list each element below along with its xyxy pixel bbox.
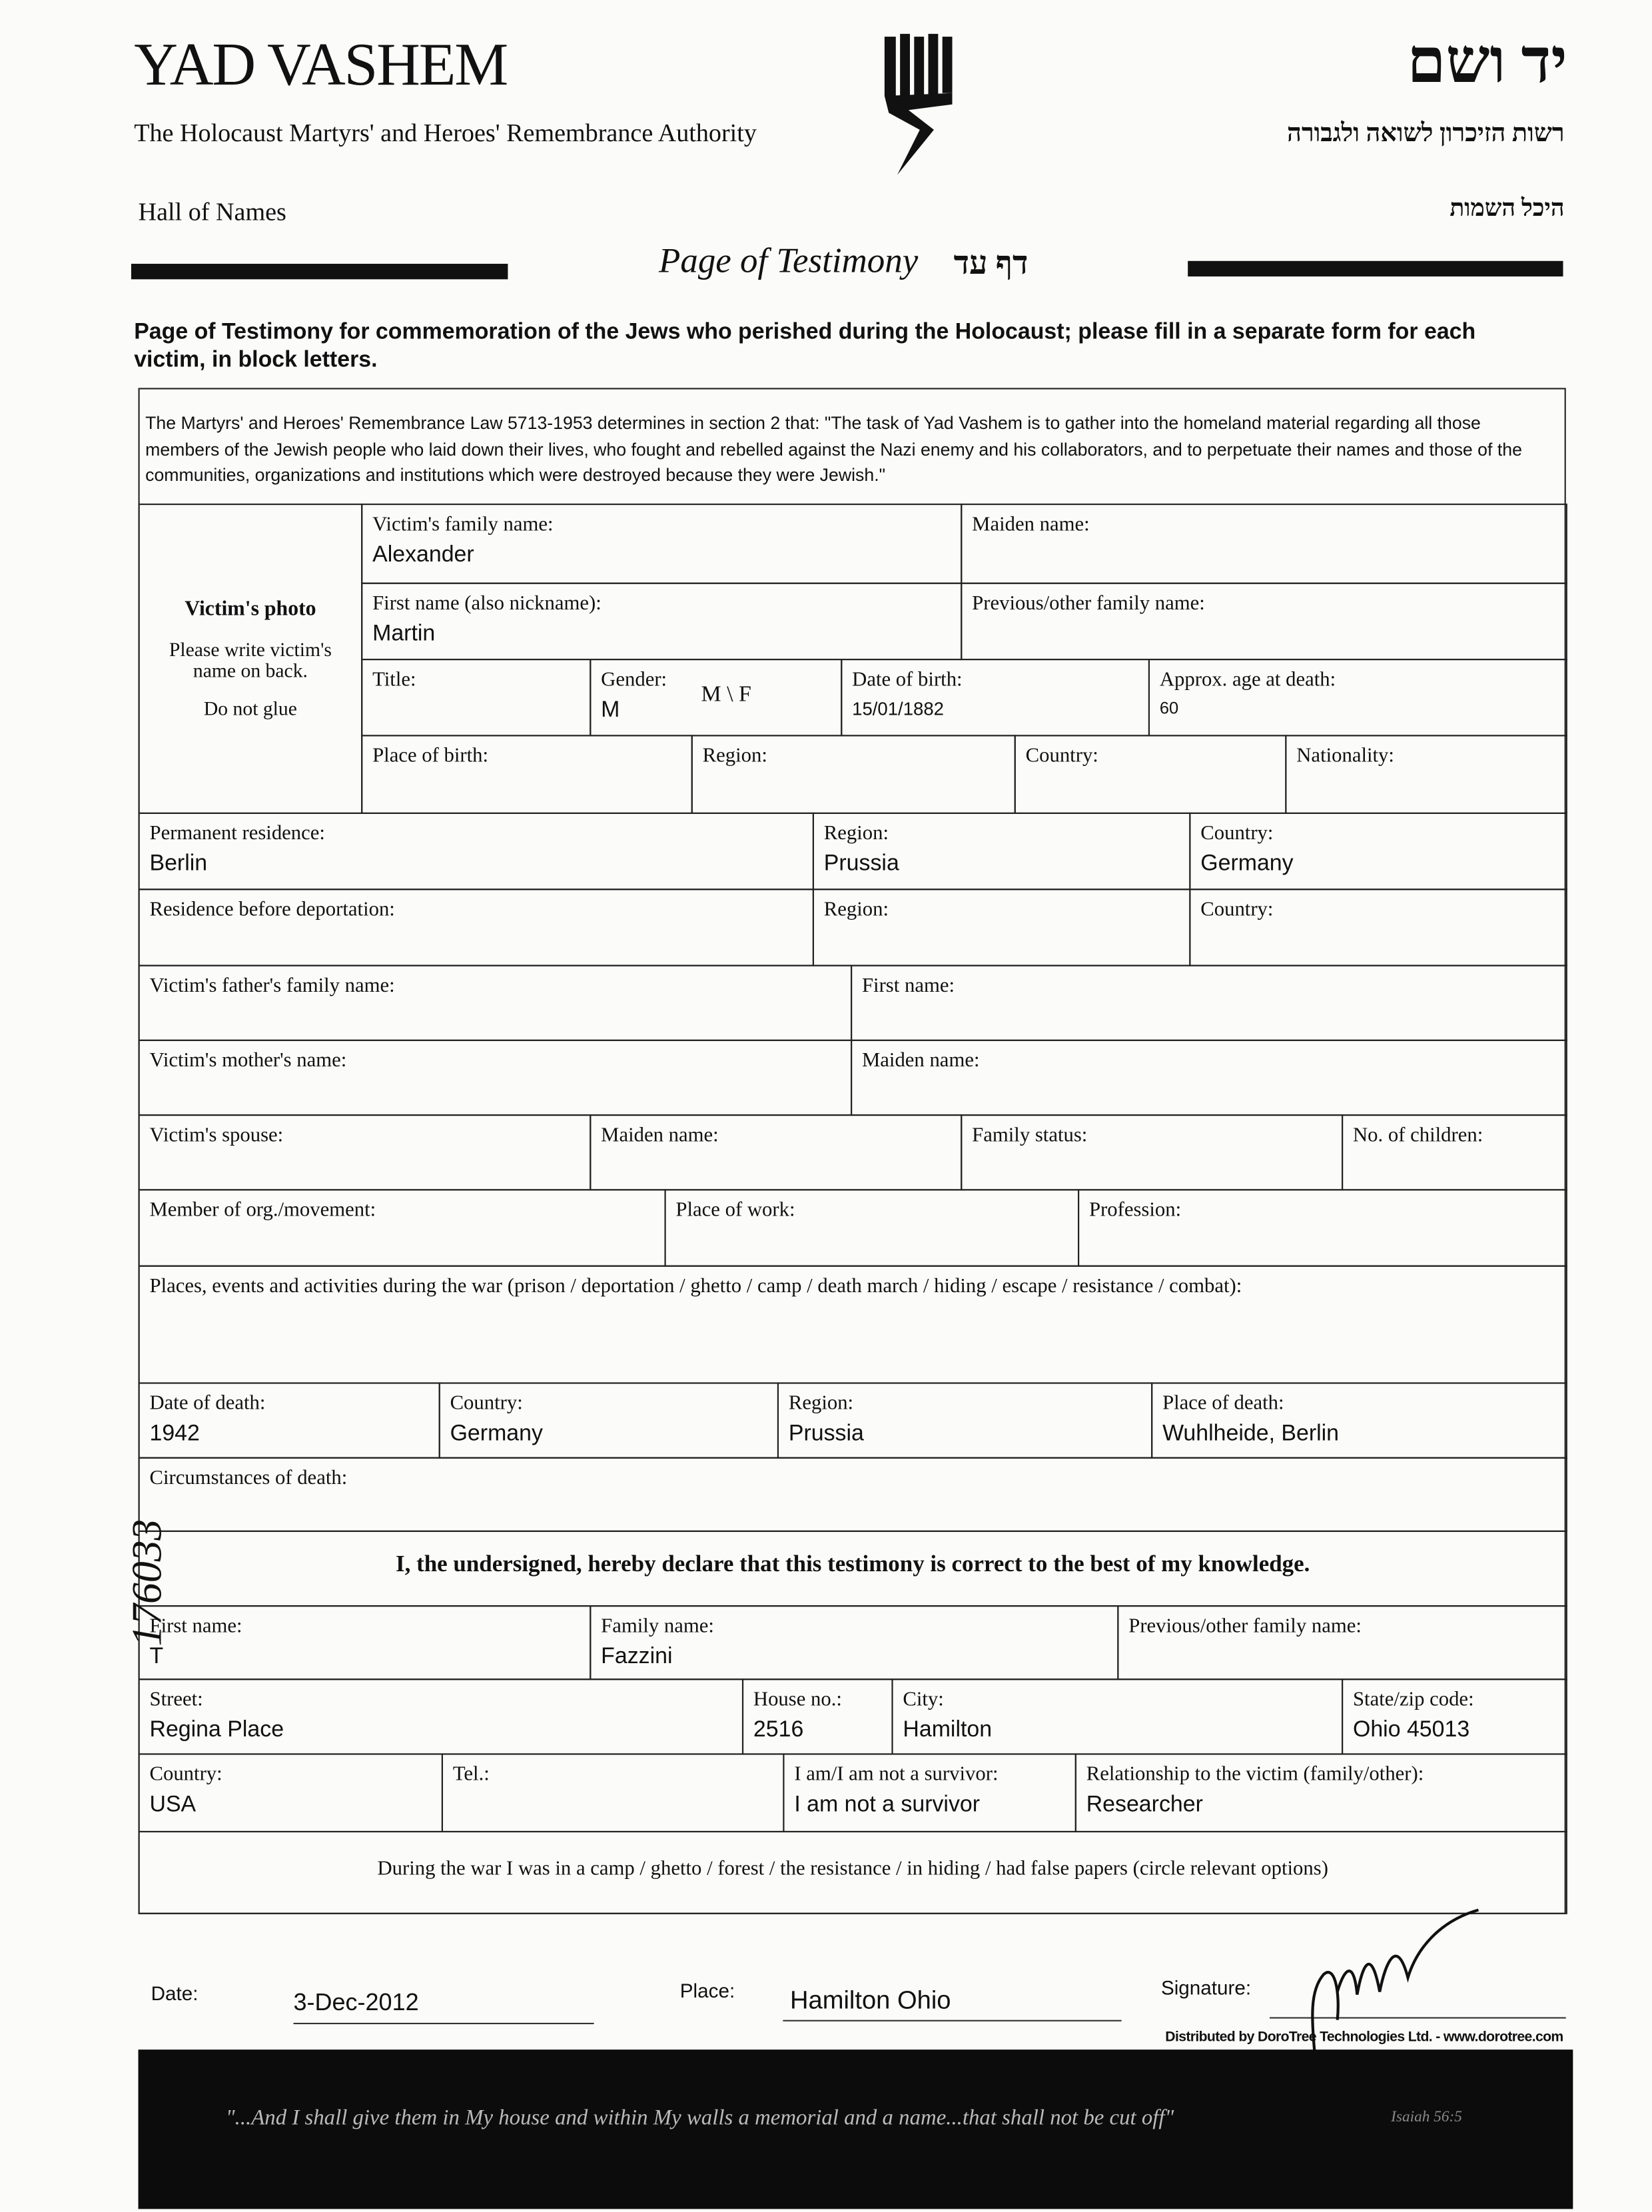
victim-age-at-death-label: Approx. age at death: — [1159, 668, 1336, 691]
victim-death-date-value[interactable]: 1942 — [149, 1421, 200, 1446]
victim-residence-label: Permanent residence: — [149, 822, 325, 845]
victim-pre-deportation-country-label: Country: — [1200, 899, 1274, 921]
submitter-relationship-field[interactable] — [1075, 1753, 1568, 1832]
submitter-city-field[interactable] — [891, 1678, 1344, 1755]
victim-residence-region-value[interactable]: Prussia — [823, 852, 899, 877]
victim-spouse-maiden-field[interactable] — [590, 1114, 963, 1191]
victim-place-of-work-label: Place of work: — [675, 1199, 795, 1222]
submitter-family-name-field[interactable] — [590, 1605, 1119, 1680]
org-name-hebrew: יד ושם — [1407, 27, 1567, 97]
submitter-state-zip-value[interactable]: Ohio 45013 — [1352, 1718, 1470, 1742]
victim-mother-name-label: Victim's mother's name: — [149, 1049, 347, 1072]
right-divider-bar — [1188, 261, 1563, 276]
submitter-country-label: Country: — [149, 1763, 222, 1786]
victim-children-label: No. of children: — [1352, 1124, 1483, 1147]
victim-gender-field[interactable] — [590, 659, 843, 737]
submitter-first-name-label: First name: — [149, 1615, 242, 1638]
place-line — [783, 2020, 1121, 2022]
victim-children-field[interactable] — [1342, 1114, 1568, 1191]
footer-source: Isaiah 56:5 — [1391, 2109, 1462, 2126]
victim-death-region-label: Region: — [788, 1392, 854, 1415]
victim-pre-deportation-region-field[interactable] — [813, 889, 1191, 966]
submitter-city-value[interactable]: Hamilton — [903, 1718, 993, 1742]
victim-family-name-field[interactable] — [361, 504, 963, 585]
victim-age-at-death-value[interactable]: 60 — [1159, 698, 1179, 718]
victim-death-country-value[interactable]: Germany — [450, 1421, 543, 1446]
submitter-survivor-field[interactable] — [783, 1753, 1076, 1832]
victim-age-at-death-field[interactable] — [1148, 659, 1568, 737]
victim-profession-field[interactable] — [1078, 1189, 1568, 1267]
victim-nationality-field[interactable] — [1285, 735, 1567, 814]
submitter-country-value[interactable]: USA — [149, 1792, 197, 1817]
victim-title-field[interactable] — [361, 659, 592, 737]
victim-birth-country-field[interactable] — [1015, 735, 1288, 814]
victim-profession-label: Profession: — [1088, 1199, 1182, 1222]
victim-circumstances-label: Circumstances of death: — [149, 1467, 348, 1490]
victim-death-country-label: Country: — [450, 1392, 523, 1415]
victim-family-name-label: Victim's family name: — [372, 513, 554, 536]
footer-band — [139, 2049, 1573, 2209]
victim-spouse-maiden-label: Maiden name: — [601, 1124, 719, 1147]
submitter-first-name-value[interactable]: T — [149, 1645, 164, 1669]
war-status-row[interactable] — [139, 1831, 1567, 1914]
victim-death-place-field[interactable] — [1151, 1382, 1568, 1459]
victim-place-of-birth-field[interactable] — [361, 735, 693, 814]
victim-death-region-value[interactable]: Prussia — [788, 1421, 864, 1446]
victim-birth-region-label: Region: — [702, 745, 767, 768]
victim-mother-name-field[interactable] — [139, 1040, 853, 1116]
declaration-text: I, the undersigned, hereby declare that this testimony is correct to the best of my knowledge. — [396, 1550, 1310, 1577]
victim-previous-family-name-field[interactable] — [961, 583, 1567, 661]
victim-org-member-field[interactable] — [139, 1189, 667, 1267]
victim-father-first-name-field[interactable] — [851, 965, 1568, 1042]
org-subtitle-hebrew: רשות הזיכרון לשואה ולגבורה — [1287, 118, 1565, 147]
victim-spouse-field[interactable] — [139, 1114, 592, 1191]
place-label: Place: — [679, 1979, 735, 2002]
photo-title: Victim's photo — [185, 597, 316, 621]
victim-father-family-name-label: Victim's father's family name: — [149, 974, 395, 998]
victim-nationality-label: Nationality: — [1296, 745, 1394, 768]
victim-title-label: Title: — [372, 668, 416, 691]
victim-gender-value[interactable]: M — [601, 698, 620, 723]
submitter-tel-field[interactable] — [442, 1753, 785, 1832]
date-value[interactable]: 3-Dec-2012 — [293, 1989, 419, 2016]
form-title: Page of Testimony — [659, 242, 919, 281]
victim-death-date-label: Date of death: — [149, 1392, 266, 1415]
victim-death-place-value[interactable]: Wuhlheide, Berlin — [1162, 1421, 1340, 1446]
victim-photo-box — [139, 504, 363, 814]
signature-label: Signature: — [1160, 1976, 1252, 1999]
law-text: The Martyrs' and Heroes' Remembrance Law 5713-1953 determines in section 2 that: "The task of Yad Vashem is to gather into the homeland material regarding all those members of the Jewish people who laid down their lives, who fought and rebelled against the Nazi enemy and his collaborators, and to perpetuate their names and those of the communities, organizations and institutions which were destroyed because they were Jewish." — [145, 413, 1522, 486]
victim-gender-label: Gender: — [601, 668, 667, 691]
submitter-country-field[interactable] — [139, 1753, 444, 1832]
war-status-text: During the war I was in a camp / ghetto / forest / the resistance / in hiding / had false papers (circle relevant options) — [377, 1858, 1328, 1881]
victim-circumstances-field[interactable] — [139, 1457, 1568, 1533]
victim-first-name-field[interactable] — [361, 583, 963, 661]
victim-father-first-name-label: First name: — [861, 974, 955, 998]
submitter-city-label: City: — [903, 1688, 944, 1711]
submitter-house-no-value[interactable]: 2516 — [753, 1718, 804, 1742]
victim-pre-deportation-region-label: Region: — [823, 899, 889, 921]
victim-pre-deportation-label: Residence before deportation: — [149, 899, 395, 921]
victim-dob-value[interactable]: 15/01/1882 — [852, 698, 944, 720]
yad-vashem-logo-icon — [877, 28, 971, 177]
victim-mother-maiden-field[interactable] — [851, 1040, 1568, 1116]
victim-first-name-value[interactable]: Martin — [372, 621, 436, 646]
org-subtitle: The Holocaust Martyrs' and Heroes' Remembrance Authority — [134, 118, 757, 147]
footer-quote: "...And I shall give them in My house and within My walls a memorial and a name...that shall not be cut off" — [225, 2105, 1174, 2130]
declaration-row — [139, 1531, 1567, 1607]
submitter-house-no-label: House no.: — [753, 1688, 842, 1711]
victim-maiden-name-label: Maiden name: — [972, 513, 1090, 536]
victim-residence-country-label: Country: — [1200, 822, 1274, 845]
submitter-tel-label: Tel.: — [452, 1763, 490, 1786]
victim-place-of-birth-label: Place of birth: — [372, 745, 489, 768]
victim-org-member-label: Member of org./movement: — [149, 1199, 376, 1222]
submitter-first-name-field[interactable] — [139, 1605, 592, 1680]
submitter-survivor-label: I am/I am not a survivor: — [794, 1763, 999, 1786]
org-name: YAD VASHEM — [134, 32, 508, 99]
victim-pre-deportation-field[interactable] — [139, 889, 815, 966]
submitter-previous-family-name-field[interactable] — [1117, 1605, 1567, 1680]
victim-family-name-value[interactable]: Alexander — [372, 543, 474, 567]
date-label: Date: — [151, 1982, 199, 2005]
victim-residence-region-label: Region: — [823, 822, 889, 845]
victim-residence-region-field[interactable] — [813, 813, 1191, 891]
victim-death-region-field[interactable] — [777, 1382, 1153, 1459]
victim-previous-family-name-label: Previous/other family name: — [972, 592, 1205, 615]
submitter-state-zip-field[interactable] — [1342, 1678, 1568, 1755]
department: Hall of Names — [138, 197, 286, 226]
victim-pre-deportation-country-field[interactable] — [1189, 889, 1567, 966]
victim-first-name-label: First name (also nickname): — [372, 592, 602, 615]
victim-war-events-field[interactable] — [139, 1266, 1568, 1385]
victim-family-status-label: Family status: — [972, 1124, 1088, 1147]
place-value[interactable]: Hamilton Ohio — [789, 1986, 951, 2015]
victim-residence-country-field[interactable] — [1189, 813, 1567, 891]
photo-note-glue: Do not glue — [203, 699, 297, 721]
victim-residence-field[interactable] — [139, 813, 815, 891]
submitter-previous-family-name-label: Previous/other family name: — [1128, 1615, 1362, 1638]
victim-family-status-field[interactable] — [961, 1114, 1344, 1191]
photo-note: Please write victim's name on back. — [169, 640, 332, 683]
victim-birth-region-field[interactable] — [691, 735, 1017, 814]
victim-war-events-label: Places, events and activities during the war (prison / deportation / ghetto / camp / death march / hiding / escape / resistance / combat): — [149, 1275, 1242, 1298]
victim-death-place-label: Place of death: — [1162, 1392, 1284, 1415]
victim-mother-maiden-label: Maiden name: — [861, 1049, 980, 1072]
form-title-hebrew: דף עד — [953, 245, 1029, 281]
victim-residence-value[interactable]: Berlin — [149, 852, 208, 877]
submitter-family-name-label: Family name: — [601, 1615, 714, 1638]
submitter-survivor-value[interactable]: I am not a survivor — [794, 1792, 981, 1817]
submitter-family-name-value[interactable]: Fazzini — [601, 1645, 673, 1669]
submitter-state-zip-label: State/zip code: — [1352, 1688, 1474, 1711]
gender-options: M \ F — [701, 683, 751, 707]
victim-father-family-name-field[interactable] — [139, 965, 853, 1042]
instructions: Page of Testimony for commemoration of the Jews who perished during the Holocaust; please fill in a separate form for each victim, in block letters. — [134, 320, 1476, 373]
victim-spouse-label: Victim's spouse: — [149, 1124, 284, 1147]
victim-maiden-name-field[interactable] — [961, 504, 1567, 585]
submitter-street-value[interactable]: Regina Place — [149, 1718, 284, 1742]
victim-birth-country-label: Country: — [1025, 745, 1098, 768]
victim-dob-field[interactable] — [841, 659, 1150, 737]
handwritten-archive-number: 176033 — [124, 1519, 171, 1647]
victim-death-country-field[interactable] — [439, 1382, 779, 1459]
submitter-relationship-label: Relationship to the victim (family/other): — [1086, 1763, 1424, 1786]
submitter-relationship-value[interactable]: Researcher — [1086, 1792, 1203, 1817]
left-divider-bar — [131, 264, 508, 279]
victim-residence-country-value[interactable]: Germany — [1200, 852, 1294, 877]
submitter-street-field[interactable] — [139, 1678, 744, 1755]
submitter-house-no-field[interactable] — [742, 1678, 893, 1755]
department-hebrew: היכל השמות — [1449, 194, 1565, 222]
victim-dob-label: Date of birth: — [852, 668, 963, 691]
victim-death-date-field[interactable] — [139, 1382, 441, 1459]
victim-place-of-work-field[interactable] — [664, 1189, 1079, 1267]
distributor-text: Distributed by DoroTree Technologies Ltd. - www.dorotree.com — [1165, 2029, 1563, 2045]
date-line — [294, 2023, 594, 2024]
submitter-street-label: Street: — [149, 1688, 203, 1711]
